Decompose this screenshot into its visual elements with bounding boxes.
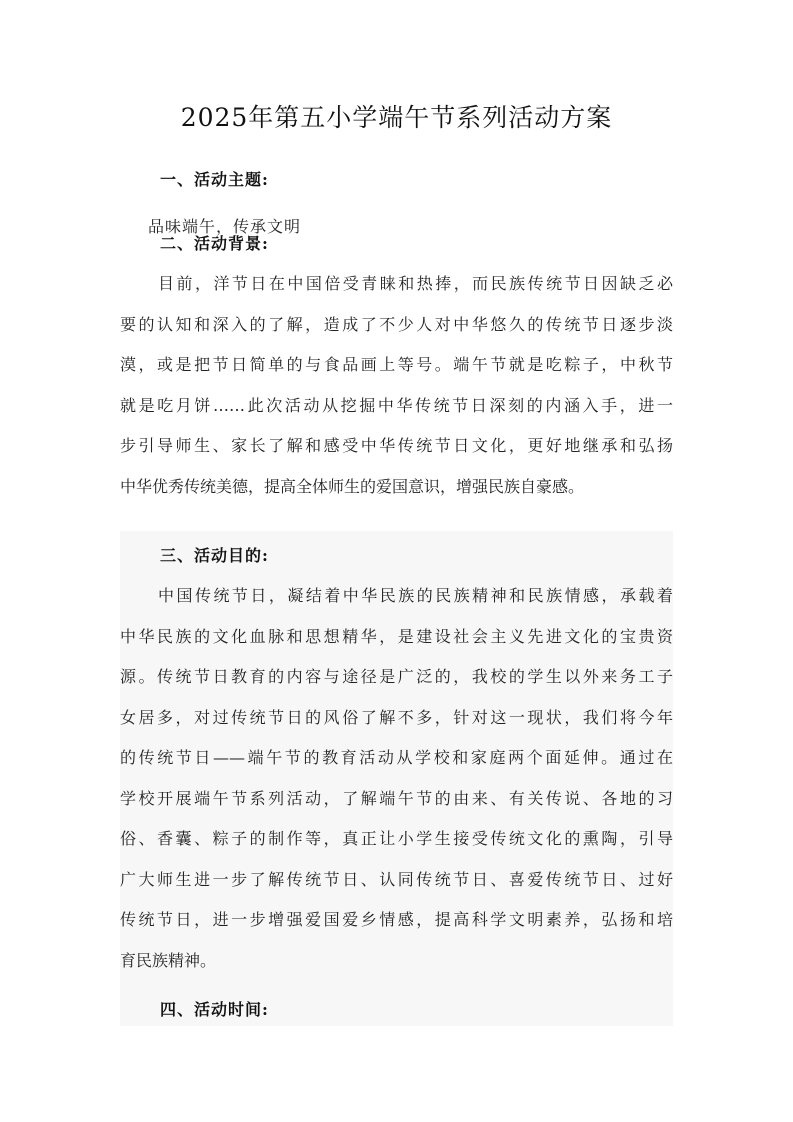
paragraph-line: 传统节日，进一步增强爱国爱乡情感，提高科学文明素养，弘扬和培 xyxy=(120,910,673,929)
section-heading: 二、活动背景: xyxy=(160,234,269,253)
paragraph-line: 目前，洋节日在中国倍受青睐和热捧，而民族传统节日因缺乏必 xyxy=(158,274,673,293)
paragraph-line: 源。传统节日教育的内容与途径是广泛的，我校的学生以外来务工子 xyxy=(120,667,673,686)
paragraph-line: 就是吃月饼……此次活动从挖掘中华传统节日深刻的内涵入手，进一 xyxy=(120,395,673,415)
section-purpose xyxy=(120,536,673,981)
paragraph-line: 俗、香囊、粽子的制作等，真正让小学生接受传统文化的熏陶，引导 xyxy=(120,829,673,848)
paragraph-line: 中华优秀传统美德，提高全体师生的爱国意识，增强民族自豪感。 xyxy=(120,476,585,496)
paragraph-line: 广大师生进一步了解传统节日、认同传统节日、喜爱传统节日、过好 xyxy=(120,869,673,889)
section-time xyxy=(120,990,673,1030)
paragraph-line: 漠，或是把节日简单的与食品画上等号。端午节就是吃粽子，中秋节 xyxy=(120,355,673,374)
section-heading: 一、活动主题: xyxy=(160,170,269,189)
section-heading: 四、活动时间: xyxy=(160,1000,269,1019)
paragraph-line: 女居多，对过传统节日的风俗了解不多，针对这一现状，我们将今年 xyxy=(120,707,673,727)
document-title: 2025年第五小学端午节系列活动方案 xyxy=(180,103,613,132)
paragraph-line: 的传统节日——端午节的教育活动从学校和家庭两个面延伸。通过在 xyxy=(120,748,673,767)
paragraph-line: 要的认知和深入的了解，造成了不少人对中华悠久的传统节日逐步淡 xyxy=(120,314,673,334)
paragraph-line: 育民族精神。 xyxy=(120,950,217,970)
paragraph-line: 步引导师生、家长了解和感受中华传统节日文化，更好地继承和弘扬 xyxy=(120,436,673,455)
paragraph-line: 中国传统节日，凝结着中华民族的民族精神和民族情感，承载着 xyxy=(158,586,673,605)
paragraph-line: 学校开展端午节系列活动，了解端午节的由来、有关传说、各地的习 xyxy=(120,788,673,808)
background-paragraph xyxy=(120,264,673,507)
paragraph-line: 中华民族的文化血脉和思想精华，是建设社会主义先进文化的宝贵资 xyxy=(120,626,673,646)
purpose-paragraph xyxy=(120,576,673,981)
section-background xyxy=(120,224,673,507)
section-heading: 三、活动目的: xyxy=(160,546,269,565)
theme-text: 品味端午，传承文明 xyxy=(148,217,302,236)
